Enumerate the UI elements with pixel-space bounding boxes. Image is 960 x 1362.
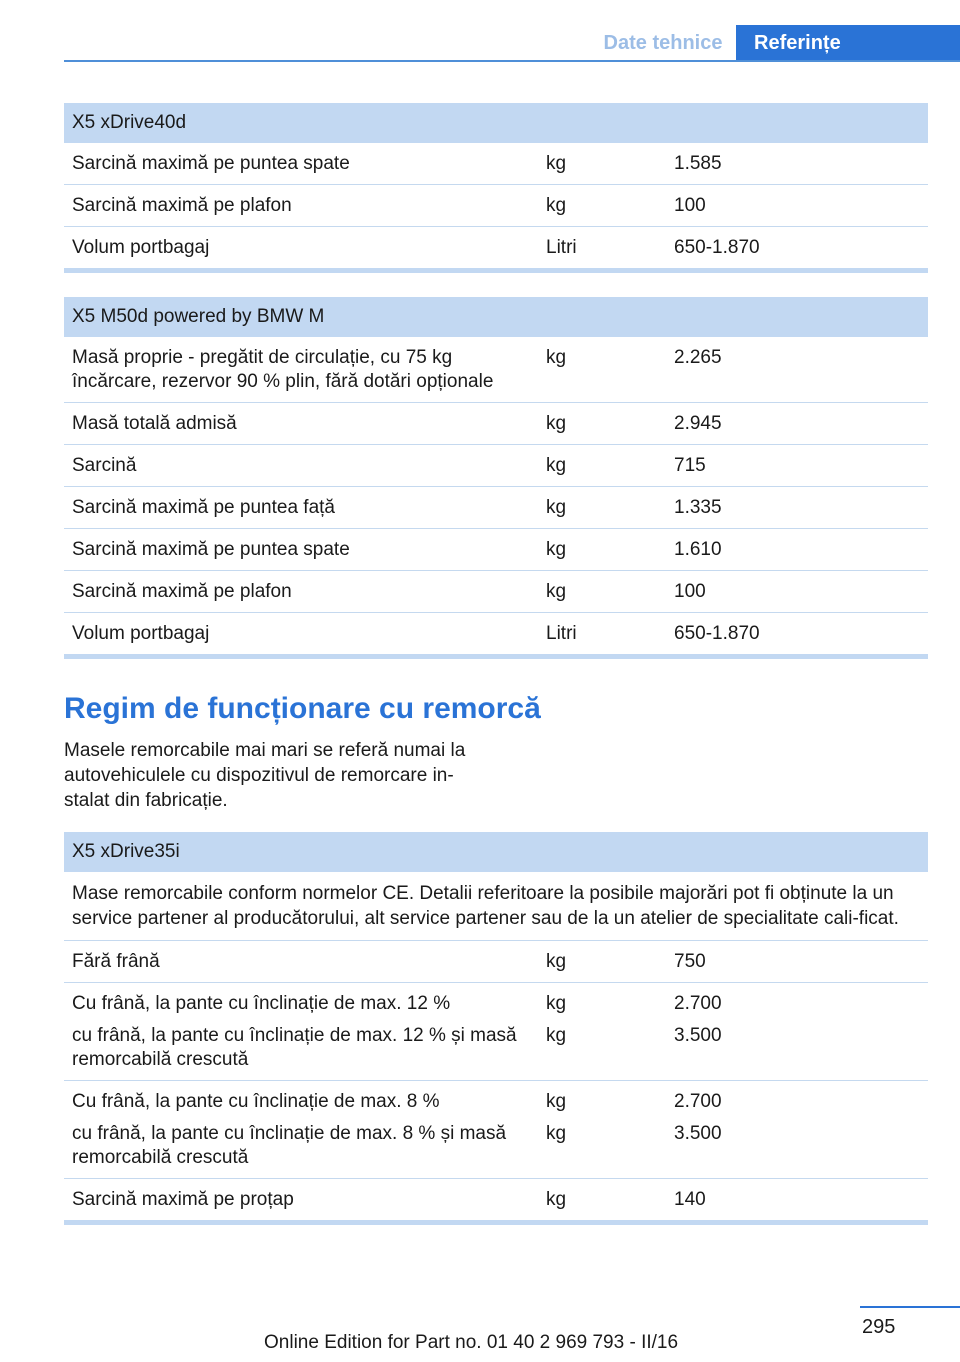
table-note: Mase remorcabile conform normelor CE. Detalii referitoare la posibile majorări pot fi obținute la un service partener al producătorului, alt service partener sau de la un atelier de specialitate cali-ficat. (64, 872, 928, 941)
row-label: Fără frână (72, 951, 160, 972)
row-unit: kg (546, 195, 567, 216)
table-row (64, 1081, 928, 1179)
row-unit: kg (546, 951, 567, 972)
table-row (64, 613, 928, 654)
row-label: Sarcină (72, 455, 137, 476)
row-unit: Litri (546, 623, 577, 644)
table-title: X5 M50d powered by BMW M (64, 297, 928, 337)
row-label: cu frână, la pante cu înclinație de max. 8 % și masă remorcabilă crescută (72, 1123, 507, 1168)
row-value: 750 (674, 951, 706, 972)
table-row (64, 487, 928, 529)
row-value: 1.610 (674, 539, 722, 560)
row-value: 100 (674, 581, 706, 602)
row-value: 650-1.870 (674, 623, 760, 644)
row-value: 100 (674, 195, 706, 216)
table-row (64, 571, 928, 613)
section-title: Regim de funcționare cu remorcă (64, 692, 541, 725)
row-label: Cu frână, la pante cu înclinație de max. 8 % (72, 1091, 440, 1112)
table-x5-xdrive40d (64, 103, 928, 273)
section-paragraph: Masele remorcabile mai mari se referă numai la autovehiculele cu dispozitivul de remorcare in-stalat din fabricație. (64, 740, 466, 811)
row-label: Sarcină maximă pe proțap (72, 1189, 294, 1210)
row-unit: kg (546, 581, 567, 602)
row-label: Sarcină maximă pe plafon (72, 195, 292, 216)
page-number-rule (860, 1306, 960, 1308)
footer-edition: Online Edition for Part no. 01 40 2 969 793 - II/16 (264, 1332, 679, 1353)
table-title: X5 xDrive35i (64, 832, 928, 872)
row-label: Masă totală admisă (72, 413, 237, 434)
row-unit: kg (546, 455, 567, 476)
row-value: 140 (674, 1189, 706, 1210)
table-row (64, 227, 928, 268)
row-value-group (666, 992, 928, 1072)
table-title: X5 xDrive40d (64, 103, 928, 143)
table-row (64, 983, 928, 1081)
row-unit-group (538, 1090, 666, 1170)
row-unit: kg (546, 539, 567, 560)
table-x5-m50d (64, 297, 928, 659)
header-rule (64, 60, 960, 62)
row-label: Volum portbagaj (72, 623, 210, 644)
row-unit: Litri (546, 237, 577, 258)
row-value: 715 (674, 455, 706, 476)
row-label: Sarcină maximă pe puntea față (72, 497, 335, 518)
row-value: 1.335 (674, 497, 722, 518)
row-value: 3.500 (674, 1025, 722, 1046)
table-x5-xdrive35i (64, 832, 928, 1225)
page-number: 295 (862, 1316, 896, 1338)
row-label-group (64, 1090, 538, 1170)
row-value: 650-1.870 (674, 237, 760, 258)
row-value: 2.945 (674, 413, 722, 434)
row-unit: kg (546, 347, 567, 368)
table-row (64, 403, 928, 445)
table-row (64, 941, 928, 983)
row-unit: kg (546, 413, 567, 434)
row-value: 3.500 (674, 1123, 722, 1144)
row-unit: kg (546, 1091, 567, 1112)
row-value: 1.585 (674, 153, 722, 174)
tab-referinte[interactable]: Referințe (736, 25, 960, 62)
row-value: 2.700 (674, 1091, 722, 1112)
row-label: Cu frână, la pante cu înclinație de max. 12 % (72, 993, 451, 1014)
row-unit-group (538, 992, 666, 1072)
table-row (64, 529, 928, 571)
row-unit: kg (546, 993, 567, 1014)
row-label: Volum portbagaj (72, 237, 210, 258)
row-unit: kg (546, 1123, 567, 1144)
table-end-bar (64, 268, 928, 273)
tab-date-tehnice[interactable]: Date tehnice (603, 32, 723, 54)
table-end-bar (64, 1220, 928, 1225)
table-row (64, 185, 928, 227)
row-label: cu frână, la pante cu înclinație de max. 12 % și masă remorcabilă crescută (72, 1025, 517, 1070)
row-label: Sarcină maximă pe plafon (72, 581, 292, 602)
row-label: Sarcină maximă pe puntea spate (72, 153, 350, 174)
table-row (64, 143, 928, 185)
row-unit: kg (546, 497, 567, 518)
table-row (64, 337, 928, 403)
row-value-group (666, 1090, 928, 1170)
row-label: Sarcină maximă pe puntea spate (72, 539, 350, 560)
table-row (64, 1179, 928, 1220)
row-value: 2.265 (674, 347, 722, 368)
row-label-group (64, 992, 538, 1072)
row-unit: kg (546, 1025, 567, 1046)
table-end-bar (64, 654, 928, 659)
row-unit: kg (546, 153, 567, 174)
row-label: Masă proprie - pregătit de circulație, cu 75 kg încărcare, rezervor 90 % plin, fără dotări opționale (72, 347, 494, 392)
row-unit: kg (546, 1189, 567, 1210)
row-value: 2.700 (674, 993, 722, 1014)
table-row (64, 445, 928, 487)
